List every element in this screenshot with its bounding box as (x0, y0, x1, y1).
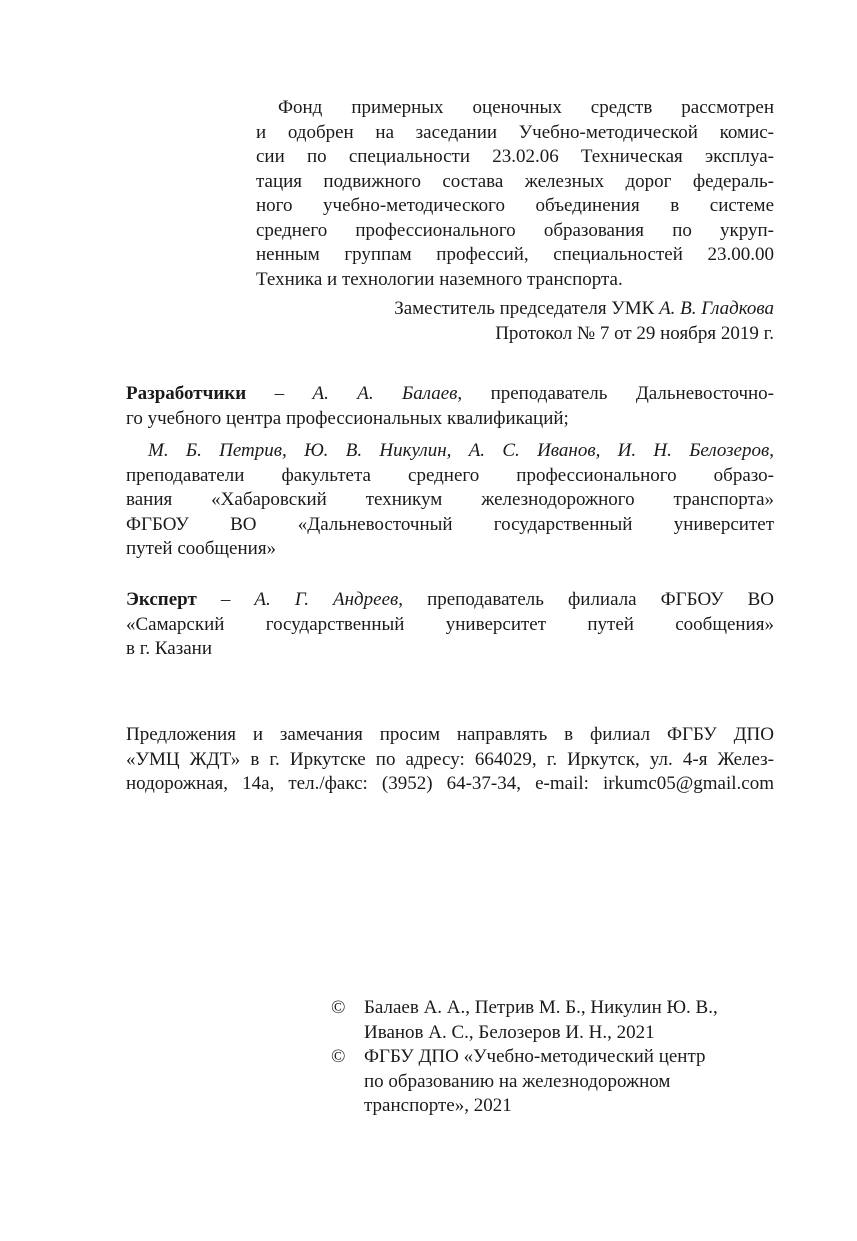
approval-signer (256, 297, 774, 322)
approval-line: ненным группам профессий, специальностей 23.00.00 (256, 244, 774, 265)
developers-section (126, 382, 774, 562)
expert-label: Эксперт (126, 589, 197, 610)
copyright-section (331, 996, 781, 1119)
approval-line: среднего профессионального образования по укруп- (256, 219, 774, 241)
copyright-org-line: ФГБУ ДПО «Учебно-методический центр (364, 1046, 706, 1067)
developers-role-line: вания «Хабаровский техникум железнодорожного транспорта» (126, 489, 774, 510)
approval-line: ного учебно-методического объединения в системе (256, 195, 774, 216)
expert-role: , преподаватель филиала ФГБОУ ВО (398, 589, 774, 610)
expert-section (126, 588, 774, 662)
expert-role-line: в г. Казани (126, 638, 213, 659)
developers-others-names-line (126, 439, 774, 464)
copyright-symbol: © (331, 997, 346, 1018)
developer-name: А. А. Балаев (312, 383, 458, 404)
developer-names-comma: , (769, 440, 774, 461)
approval-signer-prefix: Заместитель председателя УМК (394, 298, 655, 319)
developers-role-line: ФГБОУ ВО «Дальневосточный государственный университет (126, 513, 774, 535)
copyright-org-line: по образованию на железнодорожном (364, 1070, 671, 1092)
developer-names: М. Б. Петрив, Ю. В. Никулин, А. С. Иванов, И. Н. Белозеров (148, 440, 770, 461)
developers-label: Разработчики (126, 383, 247, 404)
expert-dash: – (196, 589, 255, 610)
contacts-line: «УМЦ ЖДТ» в г. Иркутске по адресу: 664029, г. Иркутск, ул. 4-я Желез- (126, 748, 774, 770)
expert-first-line (126, 588, 774, 613)
developer-role-cont: го учебного центра профессиональных квалификаций; (126, 407, 569, 429)
contacts-line: Предложения и замечания просим направлять в филиал ФГБУ ДПО (126, 724, 774, 745)
copyright-authors (331, 996, 781, 1045)
contacts-paragraph (126, 723, 774, 797)
copyright-symbol: © (331, 1046, 346, 1067)
copyright-org (331, 1045, 781, 1119)
approval-protocol: Протокол № 7 от 29 ноября 2019 г. (495, 322, 774, 344)
copyright-org-line: транспорте», 2021 (364, 1095, 512, 1116)
approval-line: и одобрен на заседании Учебно-методической комис- (256, 121, 774, 143)
developers-first-line (126, 382, 774, 407)
contacts-line: нодорожная, 14а, тел./факс: (3952) 64-37-34, e-mail: irkumc05@gmail.com (126, 773, 774, 794)
developers-dash: – (246, 383, 313, 404)
expert-name: А. Г. Андреев (254, 589, 399, 610)
developers-role-line: преподаватели факультета среднего профессионального образо- (126, 464, 774, 486)
approval-line: сии по специальности 23.02.06 Техническая эксплуа- (256, 146, 774, 167)
approval-signer-name: А. В. Гладкова (659, 298, 774, 319)
approval-line: Фонд примерных оценочных средств рассмотрен (278, 97, 774, 118)
approval-line: Техника и технологии наземного транспорта. (256, 268, 623, 290)
expert-role-line: «Самарский государственный университет путей сообщения» (126, 613, 774, 635)
developer-role: , преподаватель Дальневосточно- (457, 383, 774, 404)
developers-role-line: путей сообщения» (126, 538, 277, 559)
copyright-authors-line: Балаев А. А., Петрив М. Б., Никулин Ю. В., (364, 997, 718, 1018)
approval-signature (256, 297, 774, 346)
approval-paragraph (256, 96, 774, 292)
copyright-authors-line: Иванов А. С., Белозеров И. Н., 2021 (364, 1021, 655, 1043)
approval-line: тация подвижного состава железных дорог федераль- (256, 170, 774, 192)
